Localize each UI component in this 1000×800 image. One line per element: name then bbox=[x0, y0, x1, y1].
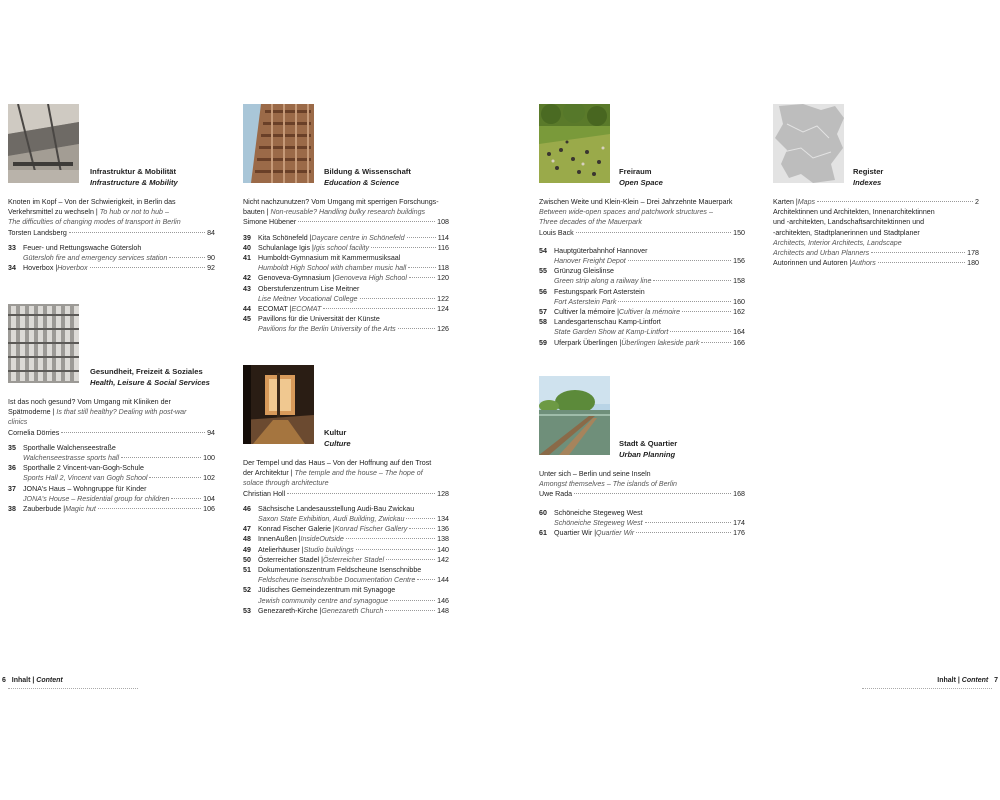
entry-number: 50 bbox=[243, 555, 251, 564]
entry-title: Landesgartenschau Kamp-Lintfort bbox=[554, 318, 661, 327]
entry-title: Schulanlage Igis | bbox=[258, 243, 314, 252]
open-space-photo bbox=[539, 104, 610, 183]
entry-title: Sächsische Landesausstellung Audi-Bau Zwickau bbox=[258, 504, 415, 513]
toc-entry[interactable] bbox=[8, 243, 215, 263]
entry-number: 57 bbox=[539, 308, 547, 317]
page-number: 162 bbox=[733, 308, 745, 317]
entry-title: Feuer- und Rettungswache Gütersloh bbox=[23, 243, 142, 252]
essay-author: Christian Holl bbox=[243, 489, 286, 498]
section-title-open-space bbox=[619, 166, 663, 188]
toc-entry[interactable] bbox=[243, 284, 449, 304]
essay-title-cont: der Architektur | bbox=[243, 469, 295, 478]
page-number-right: 7 bbox=[994, 677, 998, 684]
entry-title: Karten | bbox=[773, 198, 798, 206]
page-number: 126 bbox=[437, 325, 449, 334]
entry-title: Dokumentationszentrum Feldscheune Isenschnibbe bbox=[258, 566, 422, 575]
footer-label-de: Inhalt | bbox=[937, 677, 962, 684]
entry-number: 60 bbox=[539, 508, 547, 517]
page-number: 138 bbox=[437, 535, 449, 544]
entry-number: 46 bbox=[243, 504, 251, 513]
page-number: 122 bbox=[437, 294, 449, 303]
entry-number: 34 bbox=[8, 264, 16, 273]
page-number: 160 bbox=[733, 297, 745, 306]
toc-block-urban-planning bbox=[539, 469, 745, 538]
urban-planning-photo bbox=[539, 376, 610, 455]
section-title-en: Indexes bbox=[853, 178, 882, 187]
essay-author: Louis Back bbox=[539, 228, 574, 237]
entry-title: Pavillons für die Universität der Künste bbox=[258, 315, 380, 324]
footer-label-de: Inhalt | bbox=[11, 677, 37, 684]
essay-title[interactable]: Nicht nachzunutzen? Vom Umgang mit sperrigen Forschungs- bbox=[243, 198, 439, 206]
page-number: 168 bbox=[733, 490, 745, 499]
register-entry-architects-en-cont: Architects and Urban Planners bbox=[773, 249, 870, 258]
entry-title: ECOMAT | bbox=[258, 305, 292, 314]
section-title-en: Culture bbox=[324, 439, 351, 448]
entry-title: Autorinnen und Autoren | bbox=[773, 259, 852, 268]
page-number: 164 bbox=[733, 328, 745, 337]
footer-label-en: Content bbox=[961, 677, 989, 684]
entry-title-en: Genezareth Church bbox=[321, 606, 384, 615]
page-number: 156 bbox=[733, 257, 745, 266]
register-entry-maps[interactable] bbox=[773, 197, 979, 207]
entry-title: Sporthalle Walchenseestraße bbox=[23, 443, 116, 452]
section-title-de: Bildung & Wissenschaft bbox=[324, 167, 411, 176]
entry-title-en: Authors bbox=[851, 259, 876, 268]
entry-title-en: Feldscheune Isenschnibbe Documentation Centre bbox=[258, 576, 416, 585]
essay-title-cont: bauten | bbox=[243, 208, 271, 217]
entry-number: 54 bbox=[539, 246, 547, 255]
entry-number: 55 bbox=[539, 267, 547, 276]
page-number: 84 bbox=[207, 228, 215, 237]
toc-entry[interactable] bbox=[243, 253, 449, 273]
toc-entry[interactable] bbox=[243, 304, 449, 314]
entry-title-en: Igis school facility bbox=[313, 243, 370, 252]
education-photo bbox=[243, 104, 314, 183]
section-title-de: Stadt & Quartier bbox=[619, 439, 678, 448]
toc-entry[interactable] bbox=[539, 287, 745, 307]
page-number: 158 bbox=[733, 277, 745, 286]
entry-number: 56 bbox=[539, 287, 547, 296]
page-number: 134 bbox=[437, 515, 449, 524]
entry-title-en: Überlingen lakeside park bbox=[621, 338, 700, 347]
page-number: 100 bbox=[203, 454, 215, 463]
page-number: 136 bbox=[437, 525, 449, 534]
toc-entry[interactable] bbox=[243, 545, 449, 555]
essay-title-en: Is that still healthy? Dealing with post-war bbox=[56, 408, 187, 417]
entry-title: Kita Schönefeld | bbox=[258, 233, 312, 242]
toc-entry[interactable] bbox=[243, 524, 449, 534]
essay-title-cont: Verkehrsmittel zu wechseln | bbox=[8, 208, 100, 217]
essay-author: Simone Hübener bbox=[243, 218, 297, 227]
entry-title: Quartier Wir | bbox=[554, 529, 597, 538]
essay-author-row[interactable] bbox=[243, 489, 449, 499]
toc-entry[interactable] bbox=[539, 246, 745, 266]
register-entry-architects-cont: und -architekten, Landschaftsarchitektinnen und bbox=[773, 218, 925, 227]
toc-entry[interactable] bbox=[243, 555, 449, 565]
entry-title: Humboldt-Gymnasium mit Kammermusiksaal bbox=[258, 254, 401, 263]
footer-rule-left bbox=[8, 688, 138, 689]
essay-title-en: Non-reusable? Handling bulky research buildings bbox=[270, 208, 426, 217]
entry-number: 38 bbox=[8, 505, 16, 514]
register-entry-architects[interactable]: Architektinnen und Architekten, Innenarchitektinnen bbox=[773, 208, 935, 217]
section-title-en: Infrastructure & Mobility bbox=[90, 178, 178, 187]
entry-number: 33 bbox=[8, 243, 16, 252]
entry-number: 42 bbox=[243, 274, 251, 283]
entry-number: 39 bbox=[243, 233, 251, 242]
entry-title: Sporthalle 2 Vincent-van-Gogh-Schule bbox=[23, 464, 144, 473]
entry-title: Schöneiche Stegeweg West bbox=[554, 508, 643, 517]
page-number: 120 bbox=[437, 274, 449, 283]
entry-number: 35 bbox=[8, 443, 16, 452]
health-photo bbox=[8, 304, 79, 383]
page-number: 2 bbox=[975, 198, 979, 206]
section-title-de: Kultur bbox=[324, 428, 347, 437]
essay-title-en-cont: clinics bbox=[8, 418, 28, 427]
entry-title: Festungspark Fort Asterstein bbox=[554, 287, 645, 296]
entry-number: 41 bbox=[243, 254, 251, 263]
toc-entry[interactable] bbox=[539, 317, 745, 337]
toc-entry[interactable] bbox=[243, 565, 449, 585]
toc-entry[interactable] bbox=[8, 484, 215, 504]
entry-title-en: Saxon State Exhibition, Audi Building, Zwickau bbox=[258, 515, 405, 524]
entry-title-en: Magic hut bbox=[65, 505, 96, 514]
entry-number: 40 bbox=[243, 243, 251, 252]
essay-title-en: The temple and the house – The hope of bbox=[294, 469, 423, 478]
essay-title[interactable]: Der Tempel und das Haus – Von der Hoffnung auf den Trost bbox=[243, 459, 432, 467]
entry-title-en: Schöneiche Stegeweg West bbox=[554, 518, 643, 527]
page-number: 94 bbox=[207, 428, 215, 437]
entry-title-en: Konrad Fischer Gallery bbox=[334, 525, 408, 534]
entry-number: 47 bbox=[243, 525, 251, 534]
entry-title-en: Genoveva High School bbox=[334, 274, 407, 283]
register-entry-authors[interactable] bbox=[773, 258, 979, 268]
essay-author-row[interactable] bbox=[8, 228, 215, 238]
entry-title: Uferpark Überlingen | bbox=[554, 338, 622, 347]
section-title-urban-planning bbox=[619, 438, 677, 460]
essay-title-en: Between wide-open spaces and patchwork structures – bbox=[539, 208, 713, 217]
section-title-health bbox=[90, 366, 210, 388]
page-number: 128 bbox=[437, 489, 449, 498]
footer-rule-right bbox=[862, 688, 992, 689]
toc-entry[interactable] bbox=[8, 504, 215, 514]
essay-title-en-cont: The difficulties of changing modes of transport in Berlin bbox=[8, 218, 181, 227]
footer-left bbox=[2, 676, 63, 685]
section-title-en: Urban Planning bbox=[619, 450, 676, 459]
toc-block-education bbox=[243, 197, 449, 335]
entry-title-en: Humboldt High School with chamber music hall bbox=[258, 264, 407, 273]
section-title-de: Freiraum bbox=[619, 167, 652, 176]
register-entry-architects-en: Architects, Interior Architects, Landscape bbox=[773, 238, 902, 247]
culture-photo bbox=[243, 365, 314, 444]
toc-block-infrastructure bbox=[8, 197, 215, 273]
entry-title: Genoveva-Gymnasium | bbox=[258, 274, 335, 283]
page-number: 92 bbox=[207, 264, 215, 273]
entry-title-en: InsideOutside bbox=[300, 535, 344, 544]
page-number-left: 6 bbox=[2, 677, 6, 684]
toc-entry[interactable] bbox=[243, 314, 449, 334]
entry-title: Konrad Fischer Galerie | bbox=[258, 525, 335, 534]
page-number: 102 bbox=[203, 474, 215, 483]
essay-author: Torsten Landsberg bbox=[8, 228, 67, 237]
entry-number: 51 bbox=[243, 566, 251, 575]
page-number: 144 bbox=[437, 576, 449, 585]
entry-title: Cultiver la mémoire | bbox=[554, 308, 619, 317]
toc-entry[interactable] bbox=[243, 504, 449, 524]
entry-title: Oberstufenzentrum Lise Meitner bbox=[258, 284, 360, 293]
entry-title-en: Österreicher Stadel bbox=[322, 555, 385, 564]
entry-number: 43 bbox=[243, 284, 251, 293]
entry-number: 49 bbox=[243, 545, 251, 554]
entry-title-en: Lise Meitner Vocational College bbox=[258, 294, 358, 303]
toc-entry[interactable] bbox=[539, 266, 745, 286]
entry-number: 59 bbox=[539, 338, 547, 347]
entry-title-en: Sports Hall 2, Vincent van Gogh School bbox=[23, 474, 148, 483]
page-number: 106 bbox=[203, 505, 215, 514]
section-title-en: Health, Leisure & Social Services bbox=[90, 378, 210, 387]
toc-entry[interactable] bbox=[243, 534, 449, 544]
entry-title: Atelierhäuser | bbox=[258, 545, 304, 554]
entry-title: Hauptgüterbahnhof Hannover bbox=[554, 246, 648, 255]
entry-title: Jüdisches Gemeindezentrum mit Synagoge bbox=[258, 586, 396, 595]
page-number: 166 bbox=[733, 338, 745, 347]
toc-entry[interactable] bbox=[8, 263, 215, 273]
section-title-de: Register bbox=[853, 167, 884, 176]
essay-author-row[interactable] bbox=[539, 489, 745, 499]
entry-title-en: Cultiver la mémoire bbox=[618, 308, 681, 317]
entry-title-en: Hanover Freight Depot bbox=[554, 257, 626, 266]
page-number: 124 bbox=[437, 305, 449, 314]
entry-title-en: Gütersloh fire and emergency services station bbox=[23, 254, 168, 263]
entry-number: 37 bbox=[8, 484, 16, 493]
page-number: 108 bbox=[437, 218, 449, 227]
section-title-de: Infrastruktur & Mobilität bbox=[90, 167, 177, 176]
toc-entry[interactable] bbox=[243, 606, 449, 616]
footer-label-en: Content bbox=[36, 677, 63, 684]
footer-right bbox=[937, 676, 998, 685]
essay-title-en-cont: solace through architecture bbox=[243, 479, 329, 488]
toc-entry[interactable] bbox=[243, 233, 449, 243]
entry-title-en: Hoverbox bbox=[57, 264, 88, 273]
essay-author-row[interactable] bbox=[243, 217, 449, 227]
entry-title-en: Jewish community centre and synagogue bbox=[258, 596, 389, 605]
toc-entry[interactable] bbox=[8, 463, 215, 483]
essay-author: Uwe Rada bbox=[539, 490, 573, 499]
essay-title[interactable]: Zwischen Weite und Klein-Klein – Drei Jahrzehnte Mauerpark bbox=[539, 198, 733, 206]
page-number: 104 bbox=[203, 494, 215, 503]
entry-title: Hoverbox | bbox=[23, 264, 58, 273]
entry-title: Zauberbude | bbox=[23, 505, 66, 514]
page-number: 118 bbox=[437, 264, 449, 273]
toc-entry[interactable] bbox=[539, 338, 745, 348]
page-number: 180 bbox=[967, 259, 979, 268]
essay-title[interactable]: Ist das noch gesund? Vom Umgang mit Kliniken der bbox=[8, 398, 171, 406]
entry-title-en: Walchenseestrasse sports hall bbox=[23, 454, 120, 463]
toc-block-open-space bbox=[539, 197, 745, 348]
section-title-register bbox=[853, 166, 883, 188]
entry-number: 53 bbox=[243, 606, 251, 615]
entry-number: 45 bbox=[243, 315, 251, 324]
entry-title-en: Quartier Wir bbox=[596, 529, 635, 538]
entry-number: 52 bbox=[243, 586, 251, 595]
essay-title-cont: Spätmoderne | bbox=[8, 408, 57, 417]
entry-title-en: Maps bbox=[797, 198, 816, 206]
entry-title-en: Studio buildings bbox=[303, 545, 354, 554]
toc-entry[interactable] bbox=[243, 243, 449, 253]
toc-block-health bbox=[8, 397, 215, 514]
page-number: 174 bbox=[733, 518, 745, 527]
essay-author-row[interactable] bbox=[8, 428, 215, 438]
toc-entry[interactable] bbox=[243, 273, 449, 283]
entry-title-en: ECOMAT bbox=[291, 305, 322, 314]
entry-number: 61 bbox=[539, 529, 547, 538]
page-number: 90 bbox=[207, 254, 215, 263]
toc-block-culture bbox=[243, 458, 449, 616]
essay-author: Cornelia Dörries bbox=[8, 428, 60, 437]
section-title-education bbox=[324, 166, 411, 188]
entry-title: Grünzug Gleislinse bbox=[554, 267, 614, 276]
register-map-graphic bbox=[773, 104, 844, 183]
entry-title-en: JONA's House – Residential group for children bbox=[23, 494, 170, 503]
entry-title: InnenAußen | bbox=[258, 535, 301, 544]
page-number: 140 bbox=[437, 545, 449, 554]
entry-title-en: State Garden Show at Kamp-Lintfort bbox=[554, 328, 669, 337]
section-title-en: Education & Science bbox=[324, 178, 400, 187]
page-number: 114 bbox=[437, 233, 449, 242]
essay-title-en: Amongst themselves – The islands of Berlin bbox=[539, 480, 677, 489]
toc-entry[interactable] bbox=[8, 443, 215, 463]
register-entry-architects-cont: -architekten, Stadtplanerinnen und Stadtplaner bbox=[773, 228, 920, 237]
page-number: 148 bbox=[437, 606, 449, 615]
entry-number: 44 bbox=[243, 305, 251, 314]
toc-entry[interactable] bbox=[539, 307, 745, 317]
toc-entry[interactable] bbox=[539, 508, 745, 528]
entry-title-en: Daycare centre in Schönefeld bbox=[311, 233, 405, 242]
page-number: 116 bbox=[437, 243, 449, 252]
entry-number: 36 bbox=[8, 464, 16, 473]
page-number: 142 bbox=[437, 555, 449, 564]
page-number: 178 bbox=[967, 249, 979, 258]
section-title-infrastructure bbox=[90, 166, 178, 188]
page-number: 146 bbox=[437, 596, 449, 605]
toc-entry[interactable] bbox=[243, 585, 449, 605]
section-title-culture bbox=[324, 427, 351, 449]
entry-title: JONA's Haus – Wohngruppe für Kinder bbox=[23, 484, 147, 493]
entry-number: 58 bbox=[539, 318, 547, 327]
entry-number: 48 bbox=[243, 535, 251, 544]
toc-block-register bbox=[773, 197, 979, 268]
entry-title-en: Green strip along a railway line bbox=[554, 277, 652, 286]
entry-title-en: Pavilions for the Berlin University of the Arts bbox=[258, 325, 396, 334]
section-title-en: Open Space bbox=[619, 178, 663, 187]
toc-entry[interactable] bbox=[539, 528, 745, 538]
infrastructure-photo bbox=[8, 104, 79, 183]
essay-author-row[interactable] bbox=[539, 228, 745, 238]
essay-title[interactable]: Knoten im Kopf – Von der Schwierigkeit, in Berlin das bbox=[8, 198, 176, 206]
entry-title: Österreicher Stadel | bbox=[258, 555, 323, 564]
section-title-de: Gesundheit, Freizeit & Soziales bbox=[90, 367, 203, 376]
essay-title[interactable]: Unter sich – Berlin und seine Inseln bbox=[539, 470, 651, 478]
essay-title-en: To hub or not to hub – bbox=[99, 208, 169, 217]
page-number: 150 bbox=[733, 228, 745, 237]
essay-title-en-cont: Three decades of the Mauerpark bbox=[539, 218, 642, 227]
entry-title-en: Fort Asterstein Park bbox=[554, 297, 617, 306]
page-number: 176 bbox=[733, 529, 745, 538]
entry-title: Genezareth-Kirche | bbox=[258, 606, 322, 615]
